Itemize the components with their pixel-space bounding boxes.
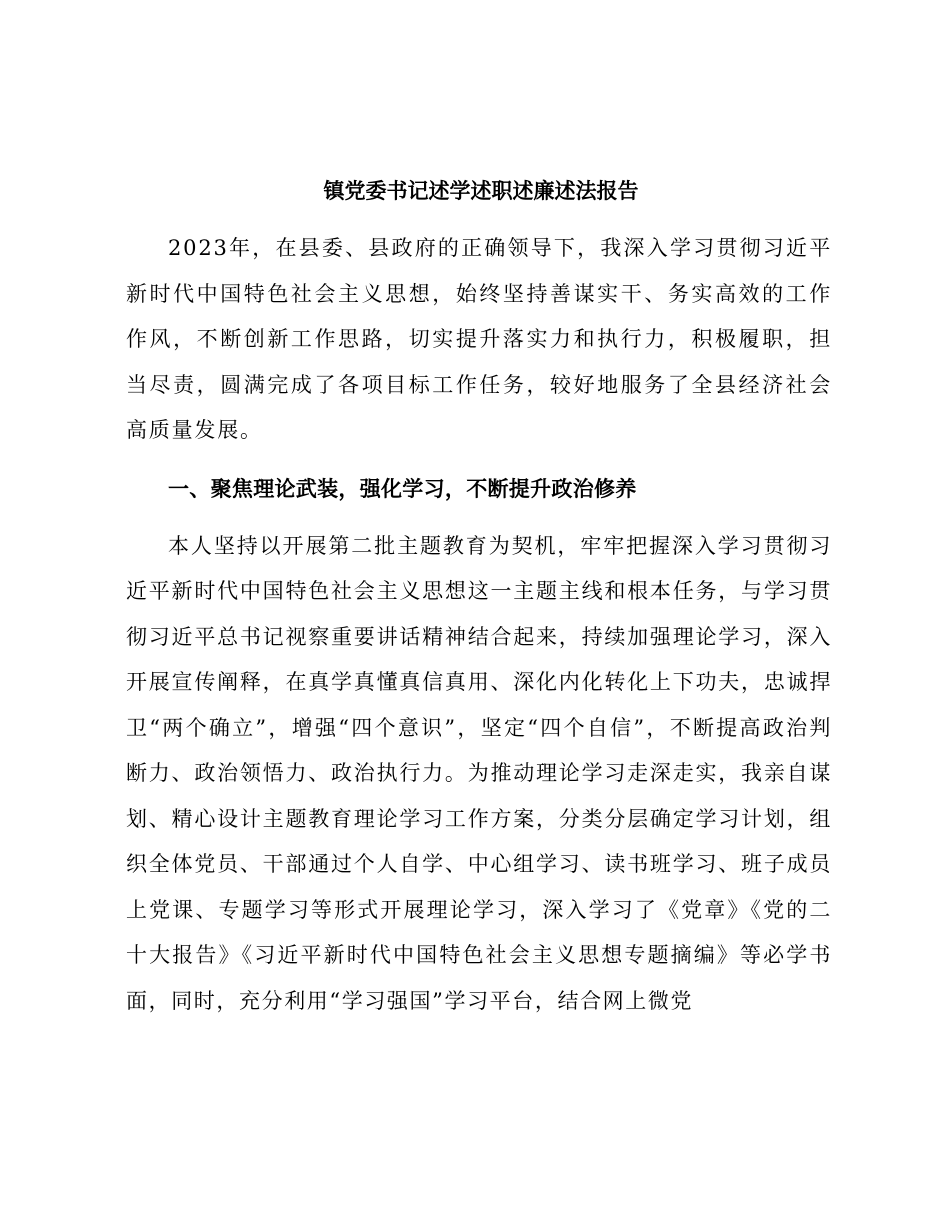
- section-1-paragraph: 本人坚持以开展第二批主题教育为契机，牢牢把握深入学习贯彻习近平新时代中国特色社会主义思想这一主题主线和根本任务，与学习贯彻习近平总书记视察重要讲话精神结合起来，持续加强理论学习，深入开展宣传阐释，在真学真懂真信真用、深化内化转化上下功夫，忠诚捍卫“两个确立”，增强“四个意识”，坚定“四个自信”，不断提高政治判断力、政治领悟力、政治执行力。为推动理论学习走深走实，我亲自谋划、精心设计主题教育理论学习工作方案，分类分层确定学习计划，组织全体党员、干部通过个人自学、中心组学习、读书班学习、班子成员上党课、专题学习等形式开展理论学习，深入学习了《党章》《党的二十大报告》《习近平新时代中国特色社会主义思想专题摘编》等必学书面，同时，充分利用“学习强国”学习平台，结合网上微党: [126, 533, 832, 1013]
- document-page: [126, 168, 832, 1024]
- document-title: 镇党委书记述学述职述廉述法报告: [323, 178, 639, 203]
- intro-paragraph: 2023年，在县委、县政府的正确领导下，我深入学习贯彻习近平新时代中国特色社会主义思想，始终坚持善谋实干、务实高效的工作作风，不断创新工作思路，切实提升落实力和执行力，积极履职，担当尽责，圆满完成了各项目标工作任务，较好地服务了全县经济社会高质量发展。: [126, 236, 832, 442]
- section-heading-1: 一、聚焦理论武装，强化学习，不断提升政治修养: [168, 476, 637, 501]
